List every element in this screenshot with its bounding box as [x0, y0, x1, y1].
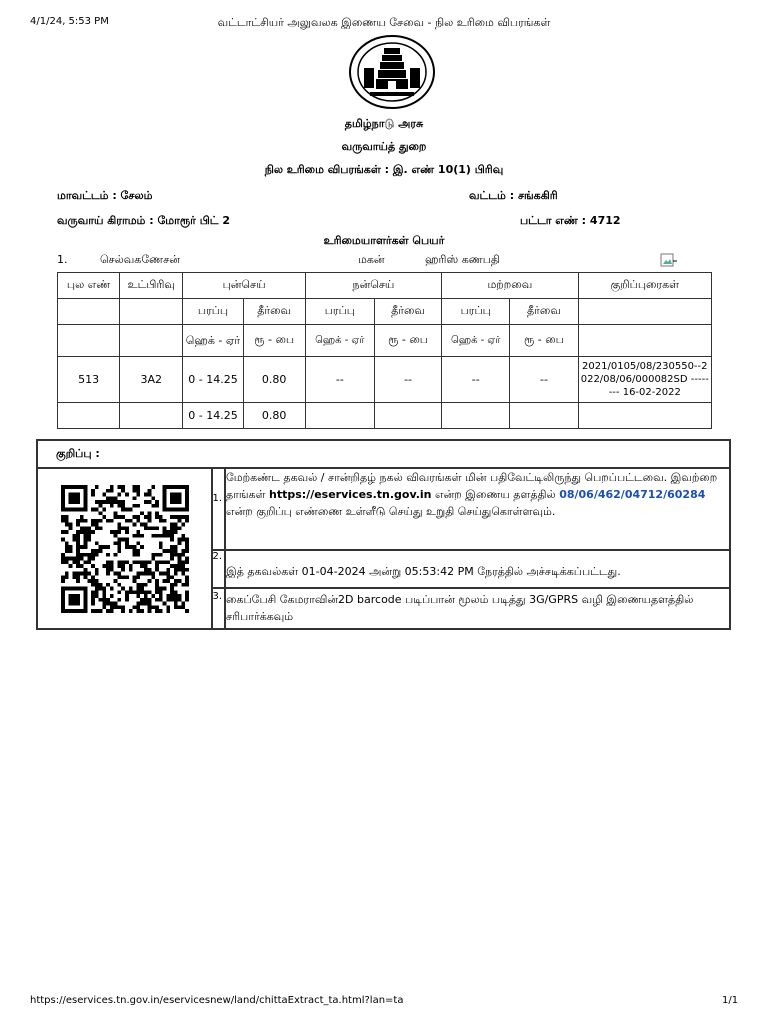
- total-dry-area: 0 - 14.25: [183, 403, 243, 429]
- header-remarks: குறிப்புரைகள்: [578, 273, 711, 299]
- village-label: வருவாய் கிராமம் : மோரூர் பிட் 2: [57, 214, 231, 227]
- subheader-area: பரப்பு: [442, 299, 510, 325]
- unit-area: ஹெக் - ஏர்: [305, 325, 374, 357]
- footer-page-number: 1/1: [722, 995, 739, 1006]
- subheader-area: பரப்பு: [183, 299, 243, 325]
- owner-index: 1.: [57, 253, 68, 266]
- owner-relation: மகன்: [358, 253, 385, 266]
- note-number: 1.: [212, 493, 222, 504]
- unit-area: ஹெக் - ஏர்: [442, 325, 510, 357]
- unit-tax: ரூ - பை: [374, 325, 441, 357]
- header-survey-no: புல எண்: [58, 273, 120, 299]
- owners-heading: உரிமையாளர்கள் பெயர்: [323, 234, 445, 247]
- qr-code-icon: [57, 485, 193, 613]
- header-wet-land: நன்செய்: [305, 273, 441, 299]
- cell-subdivision: 3A2: [120, 357, 183, 403]
- land-details-table: [57, 272, 712, 429]
- cell-wet-tax: --: [374, 357, 441, 403]
- total-dry-tax: 0.80: [243, 403, 305, 429]
- section-heading: நில உரிமை விபரங்கள் : இ. எண் 10(1) பிரிவு: [264, 163, 504, 176]
- district-label: மாவட்டம் : சேலம்: [57, 189, 153, 202]
- table-row: [58, 357, 712, 403]
- header-subdivision: உட்பிரிவு: [120, 273, 183, 299]
- notes-header: [38, 441, 729, 469]
- header-dry-land: புன்செய்: [183, 273, 305, 299]
- table-total-row: [58, 403, 712, 429]
- subheader-tax: தீர்வை: [374, 299, 441, 325]
- owner-name: செல்வகணேசன்: [100, 253, 180, 266]
- footer-url: https://eservices.tn.gov.in/eservicesnew/land/chittaExtract_ta.html?lan=ta: [30, 995, 404, 1006]
- government-heading: தமிழ்நாடு அரசு: [344, 117, 424, 130]
- unit-tax: ரூ - பை: [510, 325, 578, 357]
- subheader-tax: தீர்வை: [243, 299, 305, 325]
- cell-wet-area: --: [305, 357, 374, 403]
- broken-image-icon: [660, 253, 678, 269]
- patta-number: பட்டா எண் : 4712: [520, 214, 621, 227]
- department-heading: வருவாய்த் துறை: [341, 140, 427, 153]
- note-item-2: [212, 549, 729, 589]
- subheader-tax: தீர்வை: [510, 299, 578, 325]
- owner-father-name: ஹரிஸ் கணபதி: [425, 253, 500, 266]
- reference-number-link[interactable]: 08/06/462/04712/60284: [559, 488, 706, 501]
- header-other-land: மற்றவை: [442, 273, 578, 299]
- note-text: கைப்பேசி கேமராவின்2D barcode படிப்பான் மூலம் படித்து 3G/GPRS வழி இணையதளத்தில் சரிபார்க்கவும்: [226, 593, 694, 623]
- eservices-link[interactable]: https://eservices.tn.gov.in: [269, 488, 432, 501]
- cell-dry-tax: 0.80: [243, 357, 305, 403]
- unit-area: ஹெக் - ஏர்: [183, 325, 243, 357]
- unit-tax: ரூ - பை: [243, 325, 305, 357]
- note-text: மேற்கண்ட தகவல் / சான்றிதழ் நகல் விவரங்கள் மின் பதிவேட்டிலிருந்து பெறப்பட்டவை. இவற்றை தாங்கள் https://eservices.tn.gov.in என்ற இணைய தளத்தில் 08/06/462/04712/60284 என்ற குறிப்பு எண்ணை உள்ளீடு செய்து உறுதி செய்துகொள்ளவும்.: [226, 471, 718, 518]
- print-timestamp: 4/1/24, 5:53 PM: [30, 16, 109, 27]
- tamil-nadu-emblem-icon: [348, 34, 436, 110]
- note-item-1: [212, 467, 729, 551]
- cell-remarks: 2021/0105/08/230550--2022/08/06/000082SD -------- 16-02-2022: [578, 357, 711, 403]
- table-header-row: [58, 273, 712, 299]
- note-text: இத் தகவல்கள் 01-04-2024 அன்று 05:53:42 PM நேரத்தில் அச்சடிக்கப்பட்டது.: [226, 565, 621, 578]
- notes-label: குறிப்பு :: [56, 447, 100, 460]
- page-header-title: வட்டாட்சியர் அலுவலக இணைய சேவை - நில உரிமை விபரங்கள்: [217, 16, 551, 29]
- note-number: 3.: [212, 591, 222, 602]
- table-units-row: [58, 325, 712, 357]
- cell-survey-no: 513: [58, 357, 120, 403]
- note-item-3: [212, 587, 729, 628]
- cell-other-tax: --: [510, 357, 578, 403]
- cell-other-area: --: [442, 357, 510, 403]
- note-number: 2.: [212, 551, 222, 562]
- notes-section: [36, 439, 731, 630]
- cell-dry-area: 0 - 14.25: [183, 357, 243, 403]
- table-subheader-row: [58, 299, 712, 325]
- taluk-label: வட்டம் : சங்ககிரி: [469, 189, 558, 202]
- subheader-area: பரப்பு: [305, 299, 374, 325]
